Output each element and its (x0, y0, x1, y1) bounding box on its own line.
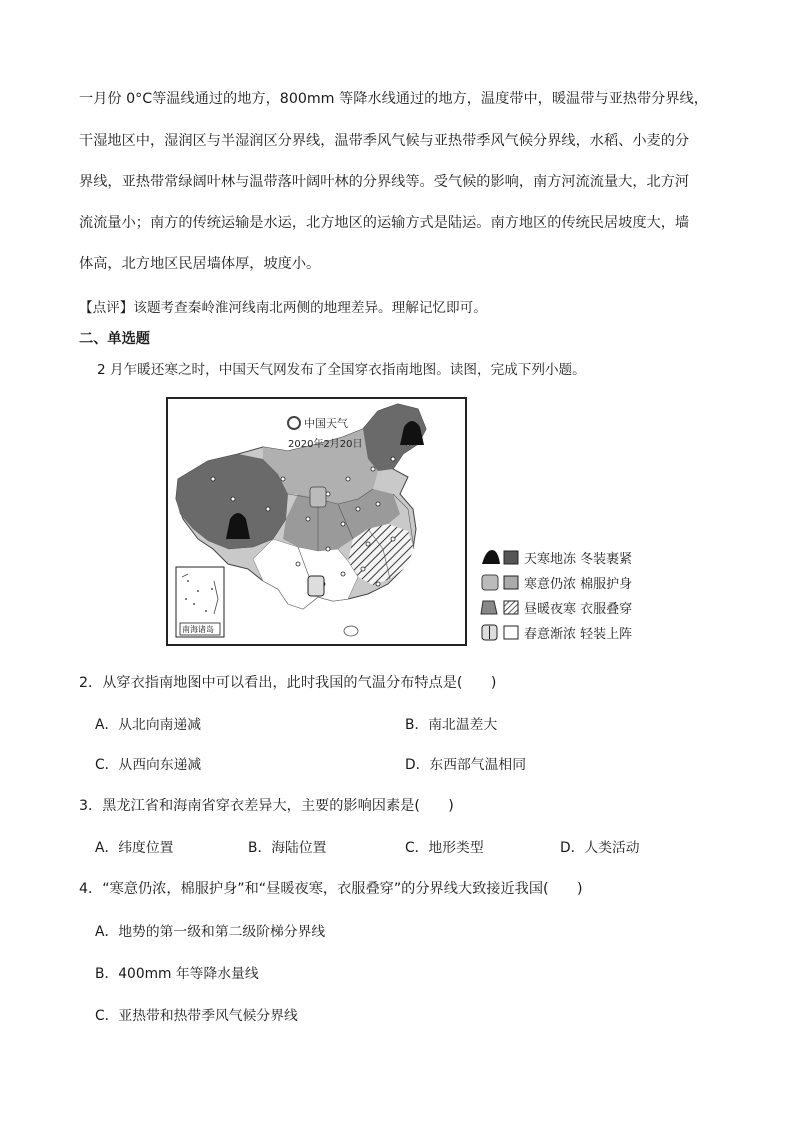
inset-label: 南海诸岛 (182, 625, 214, 634)
q2-option-d[interactable]: D．东西部气温相同 (405, 757, 526, 773)
q4-option-a[interactable]: A．地势的第一级和第二级阶梯分界线 (95, 924, 326, 940)
paragraph-line-4: 流流量小；南方的传统运输是水运，北方地区的运输方式是陆运。南方地区的传统民居坡度大，墙 (79, 215, 690, 231)
legend-label: 春意渐浓 轻装上阵 (524, 626, 633, 642)
hainan-island (344, 626, 358, 636)
q2-option-a[interactable]: A．从北向南递减 (95, 717, 202, 733)
q3-option-d[interactable]: D．人类活动 (560, 840, 640, 856)
legend-item-cold (478, 572, 632, 592)
down-coat-legend-icon (478, 548, 520, 566)
q3-option-b[interactable]: B．海陆位置 (248, 840, 327, 856)
q3-option-a[interactable]: A．纬度位置 (95, 840, 174, 856)
china-map-drawing (168, 399, 465, 644)
legend-label: 天寒地冻 冬装裹紧 (524, 551, 633, 567)
section-heading: 二、单选题 (79, 331, 150, 347)
legend-label: 昼暖夜寒 衣服叠穿 (524, 601, 633, 617)
intro-text: 2 月乍暖还寒之时，中国天气网发布了全国穿衣指南地图。读图，完成下列小题。 (97, 362, 586, 378)
padded-coat-icon (310, 487, 326, 507)
weather-map (166, 397, 467, 646)
q4-option-c[interactable]: C．亚热带和热带季风气候分界线 (95, 1008, 298, 1024)
legend-item-freezing (478, 547, 632, 567)
scarf-legend-icon (478, 598, 520, 616)
q2-option-c[interactable]: C．从西向东递减 (95, 757, 202, 773)
q4-option-b[interactable]: B．400mm 年等降水量线 (95, 966, 259, 982)
jacket-icon (308, 576, 324, 596)
legend-item-spring (478, 622, 632, 642)
paragraph-line-5: 体高，北方地区民居墙体厚，坡度小。 (79, 256, 321, 272)
question-4-stem: 4．“寒意仍浓，棉服护身”和“昼暖夜寒，衣服叠穿”的分界线大致接近我国( ) (79, 881, 583, 897)
comment: 【点评】该题考查秦岭淮河线南北两侧的地理差异。理解记忆即可。 (79, 300, 487, 316)
legend-item-warm-day (478, 597, 632, 617)
map-logo: 中国天气 (304, 417, 348, 430)
legend-label: 寒意仍浓 棉服护身 (524, 576, 633, 592)
q2-option-b[interactable]: B．南北温差大 (405, 717, 498, 733)
padded-coat-legend-icon (478, 573, 520, 591)
weather-logo-icon (288, 417, 300, 429)
question-2-stem: 2．从穿衣指南地图中可以看出，此时我国的气温分布特点是( ) (79, 675, 497, 691)
jacket-legend-icon (478, 623, 520, 641)
q3-option-c[interactable]: C．地形类型 (405, 840, 484, 856)
question-3-stem: 3．黑龙江省和海南省穿衣差异大，主要的影响因素是( ) (79, 798, 454, 814)
paragraph-line-3: 界线，亚热带常绿阔叶林与温带落叶阔叶林的分界线等。受气候的影响，南方河流流量大，北方河 (79, 174, 690, 190)
paragraph-line-1: 一月份 0°C等温线通过的地方，800mm 等降水线通过的地方，温度带中，暖温带与亚热带分界线， (79, 91, 708, 107)
map-date: 2020年2月20日 (288, 439, 363, 450)
paragraph-line-2: 干湿地区中，湿润区与半湿润区分界线，温带季风气候与亚热带季风气候分界线，水稻、小麦的分 (79, 133, 690, 149)
